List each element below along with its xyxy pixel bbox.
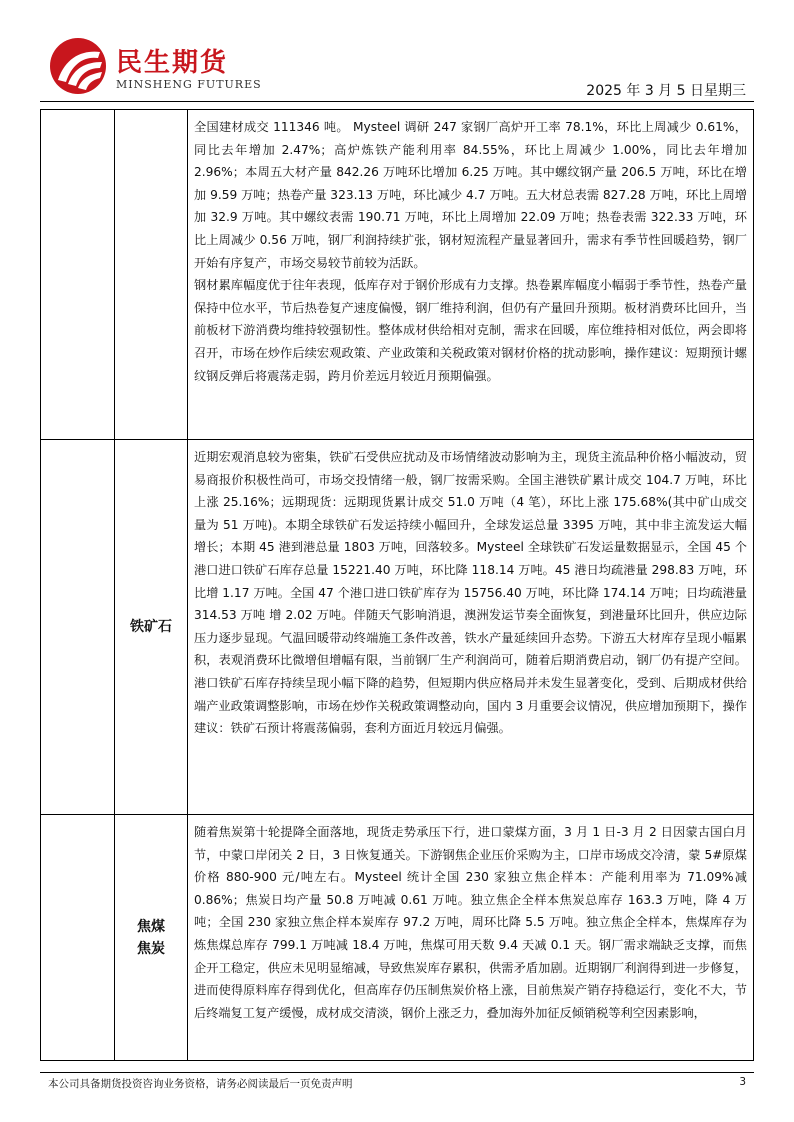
row-spacer-cell [41, 815, 115, 1061]
category-label: 焦煤 [137, 918, 165, 935]
row-spacer-cell [41, 110, 115, 440]
category-cell [115, 815, 188, 1061]
minsheng-logo-icon [48, 36, 108, 96]
company-name-en: MINSHENG FUTURES [116, 78, 262, 91]
table-row [41, 815, 754, 1061]
category-cell [115, 440, 188, 815]
footer-disclaimer: 本公司具备期货投资咨询业务资格，请务必阅读最后一页免责声明 [48, 1078, 353, 1090]
analysis-cell [188, 440, 754, 815]
report-date: 2025 年 3 月 5 日星期三 [586, 83, 746, 99]
category-label: 铁矿石 [130, 619, 172, 635]
analysis-paragraph: 钢材累库幅度优于往年表现，低库存对于钢价形成有力支撑。热卷累库幅度小幅弱于季节性，热卷产量保持中位水平，节后热卷复产速度偏慢，钢厂维持利润，但仍有产量回升预期。板材消费环比回升，当前板材下游消费均维持较强韧性。整体成材供给相对克制，需求在回暖，库位维持相对低位，两会即将召开，市场在炒作后续宏观政策、产业政策和关税政策对钢材价格的扰动影响，操作建议：短期预计螺纹钢反弹后将震荡走弱，跨月价差远月较近月预期偏强。 [194, 278, 747, 383]
header-divider [40, 101, 754, 102]
commodity-analysis-table [40, 109, 754, 1061]
company-name-cn: 民生期货 [116, 48, 229, 78]
analysis-paragraph: 全国建材成交 111346 吨。 Mysteel 调研 247 家钢厂高炉开工率 78.1%，环比上周减少 0.61%，同比去年增加 2.47%；高炉炼铁产能利用率 84.55%，环比上周减少 1.00%，同比去年增加 2.96%；本周五大材产量 842.26 万吨环比增加 6.25 万吨。其中螺纹钢产量 206.5 万吨，环比在增加 9.59 万吨；热卷产量 323.13 万吨，环比减少 4.7 万吨。五大材总表需 827.28 万吨，环比上周增加 32.9 万吨。其中螺纹表需 190.71 万吨，环比上周增加 22.09 万吨；热卷表需 322.33 万吨，环比上周减少 0.56 万吨，钢厂利润持续扩张，钢材短流程产量显著回升，需求有季节性回暖趋势，钢厂开始有序复产，市场交易较节前较为活跃。 [194, 120, 747, 270]
analysis-paragraph: 随着焦炭第十轮提降全面落地，现货走势承压下行，进口蒙煤方面，3 月 1 日-3 月 2 日因蒙古国白月节，中蒙口岸闭关 2 日，3 日恢复通关。下游钢焦企业压价采购为主，口岸市场成交冷清，蒙 5#原煤价格 880-900 元/吨左右。Mysteel 统计全国 230 家独立焦企样本：产能利用率为 71.09%减 0.86%；焦炭日均产量 50.8 万吨减 0.61 万吨。独立焦企全样本焦炭总库存 163.3 万吨，降 4 万吨；全国 230 家独立焦企样本炭库存 97.2 万吨，周环比降 5.5 万吨。独立焦企全样本，焦煤库存为炼焦煤总库存 799.1 万吨减 18.4 万吨，焦煤可用天数 9.4 天减 0.1 天。钢厂需求端缺乏支撑，而焦企开工稳定，供应未见明显缩减，导致焦炭库存累积，供需矛盾加剧。近期钢厂利润得到进一步修复，进而使得原料库存得到优化，但高库存仍压制焦炭价格上涨，目前焦炭产销存持稳运行，变化不大，节后终端复工复产缓慢，成材成交清淡，钢价上涨乏力，叠加海外加征反倾销税等利空因素影响， [194, 825, 747, 1020]
analysis-cell [188, 110, 754, 440]
table-row [41, 110, 754, 440]
analysis-cell [188, 815, 754, 1061]
footer-divider [40, 1072, 754, 1073]
table-row [41, 440, 754, 815]
row-spacer-cell [41, 440, 115, 815]
page-number: 3 [739, 1076, 746, 1088]
analysis-paragraph: 近期宏观消息较为密集，铁矿石受供应扰动及市场情绪波动影响为主，现货主流品种价格小幅波动，贸易商报价积极性尚可，市场交投情绪一般，钢厂按需采购。全国主港铁矿累计成交 104.7 万吨，环比上涨 25.16%；远期现货：远期现货累计成交 51.0 万吨（4 笔），环比上涨 175.68%(其中矿山成交量为 51 万吨)。本期全球铁矿石发运持续小幅回升，全球发运总量 3395 万吨，其中非主流发运大幅增长；本期 45 港到港总量 1803 万吨，回落较多。Mysteel 全球铁矿石发运量数据显示，全国 45 个港口进口铁矿石库存总量 15221.40 万吨，环比降 118.14 万吨。45 港日均疏港量 298.83 万吨，环比增 1.17 万吨。全国 47 个港口进口铁矿库存为 15756.40 万吨，环比降 174.14 万吨；日均疏港量 314.53 万吨 增 2.02 万吨。伴随天气影响消退，澳洲发运节奏全面恢复，到港量环比回升，供应边际压力逐步显现。气温回暖带动终端施工条件改善，铁水产量延续回升态势。下游五大材库存呈现小幅累积，表观消费环比微增但增幅有限，当前钢厂生产利润尚可，随着后期消费启动，钢厂仍有提产空间。港口铁矿石库存持续呈现小幅下降的趋势，但短期内供应格局并未发生显著变化，受到、后期成材供给端产业政策调整影响，市场在炒作关税政策调整动向，国内 3 月重要会议情况，供应增加预期下，操作建议：铁矿石预计将震荡偏弱，套利方面近月较远月偏强。 [194, 450, 747, 736]
category-cell [115, 110, 188, 440]
page-header [0, 0, 794, 100]
category-label: 焦炭 [137, 940, 165, 957]
